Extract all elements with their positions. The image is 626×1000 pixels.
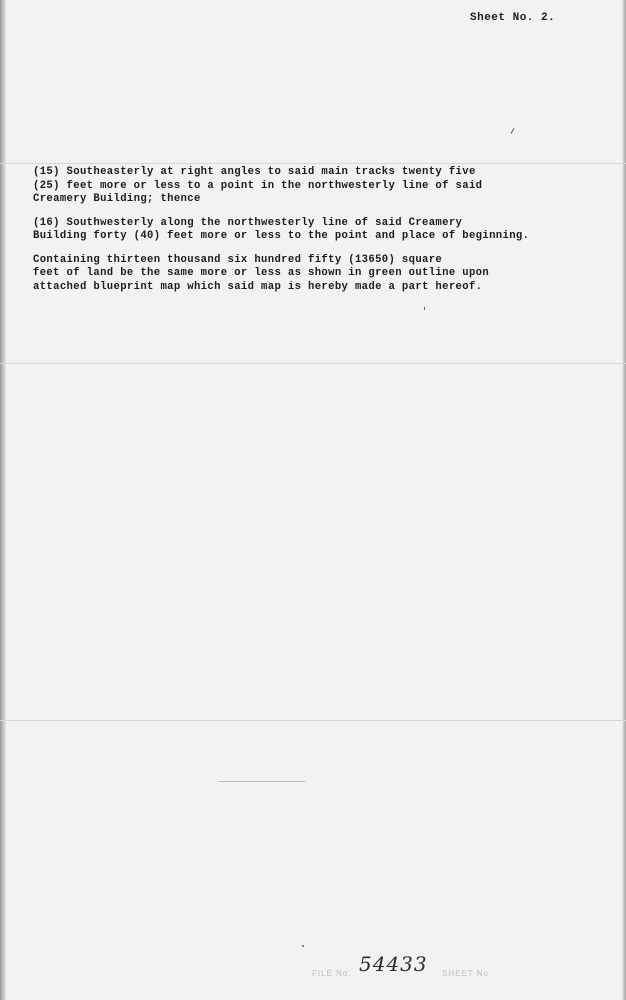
ink-speck bbox=[302, 945, 304, 947]
page-fold-line bbox=[0, 720, 626, 721]
page-right-edge bbox=[622, 0, 626, 1000]
page-left-edge bbox=[0, 0, 6, 1000]
paragraph-16: (16) Southwesterly along the northwesterly line of said Creamery Building forty (40) feet more or less to the point and place of beginning. bbox=[33, 216, 530, 242]
page-fold-line bbox=[0, 163, 626, 164]
sheet-number: Sheet No. 2. bbox=[470, 12, 556, 24]
file-stamp bbox=[312, 966, 562, 980]
paragraph-15: (15) Southeasterly at right angles to said main tracks twenty five (25) feet more or less to a point in the northwesterly line of said Creamery Building; thence bbox=[33, 166, 483, 205]
ink-speck bbox=[424, 307, 425, 310]
ink-speck bbox=[511, 128, 515, 134]
sheet-label: SHEET No. bbox=[442, 969, 493, 978]
paragraph-area: Containing thirteen thousand six hundred fifty (13650) square feet of land be the same more or less as shown in green outline upon attached blueprint map which said map is hereby made a part hereof. bbox=[33, 253, 490, 293]
document-body bbox=[33, 166, 593, 304]
page-fold-line bbox=[0, 363, 626, 364]
file-label: FILE No. bbox=[312, 969, 352, 978]
separator-rule bbox=[219, 781, 305, 782]
handwritten-file-number: 54433 bbox=[359, 952, 428, 976]
